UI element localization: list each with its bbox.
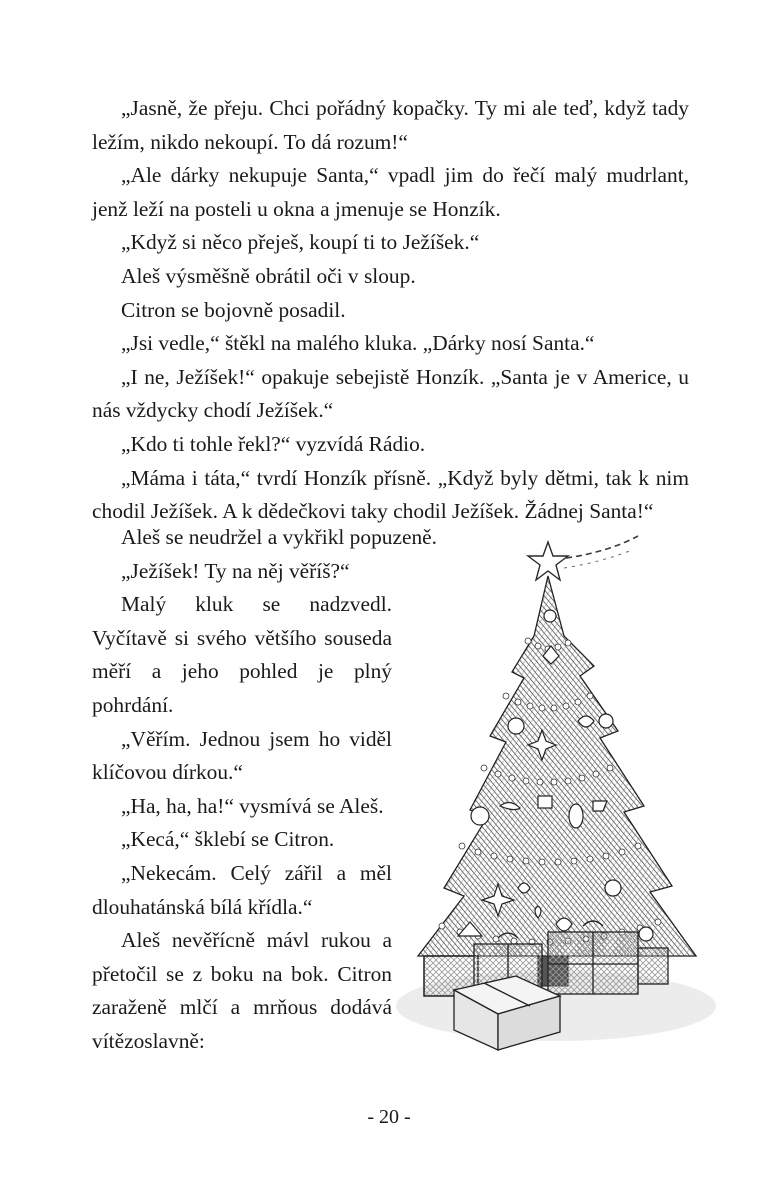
paragraph: Malý kluk se nadzvedl. Vyčítavě si svého většího souseda měří a jeho pohled je plný pohrdání. xyxy=(92,592,392,717)
paragraph: „Ježíšek! Ty na něj věříš?“ xyxy=(121,558,350,583)
paragraph: Aleš se neudržel a vykřikl popuzeně. xyxy=(121,525,437,549)
star-icon xyxy=(528,536,638,580)
paragraph: „Kecá,“ šklebí se Citron. xyxy=(121,827,335,852)
main-text-beside-illustration xyxy=(92,521,437,1059)
paragraph: „Věřím. Jednou jsem ho viděl klíčovou dírkou.“ xyxy=(92,726,392,785)
paragraph: „Ale dárky nekupuje Santa,“ vpadl jim do řečí malý mudrlant, jenž leží na posteli u okna a jmenuje se Honzík. xyxy=(92,163,689,221)
paragraph: „I ne, Ježíšek!“ opakuje sebejistě Honzík. „Santa je v Americe, u nás vždycky chodí Ježíšek.“ xyxy=(92,364,689,423)
paragraph: „Máma i táta,“ tvrdí Honzík přísně. „Když byly dětmi, tak k nim chodil Ježíšek. A k dědečkovi taky chodil Ježíšek. Žádnej Santa!“ xyxy=(92,465,689,524)
paragraph: Aleš nevěřícně mávl rukou a přetočil se z boku na bok. Citron zaraženě mlčí a mrňous dodává vítězoslavně: xyxy=(92,928,392,1053)
page-number: - 20 - xyxy=(367,1106,411,1128)
paragraph: „Jsi vedle,“ štěkl na malého kluka. „Dárky nosí Santa.“ xyxy=(121,331,595,356)
paragraph: Aleš výsměšně obrátil oči v sloup. xyxy=(121,263,416,288)
main-text-full-width xyxy=(92,92,689,529)
paragraph: Citron se bojovně posadil. xyxy=(121,297,346,322)
paragraph: „Ha, ha, ha!“ vysmívá se Aleš. xyxy=(121,793,384,818)
paragraph: „Jasně, že přeju. Chci pořádný kopačky. Ty mi ale teď, když tady ležím, nikdo nekoupí. To dá rozum!“ xyxy=(92,96,689,154)
paragraph: „Kdo ti tohle řekl?“ vyzvídá Rádio. xyxy=(121,431,426,456)
paragraph: „Když si něco přeješ, koupí ti to Ježíšek.“ xyxy=(121,230,480,255)
christmas-tree-icon xyxy=(388,516,724,1076)
paragraph: „Nekecám. Celý zářil a měl dlouhatánská bílá křídla.“ xyxy=(92,860,392,919)
